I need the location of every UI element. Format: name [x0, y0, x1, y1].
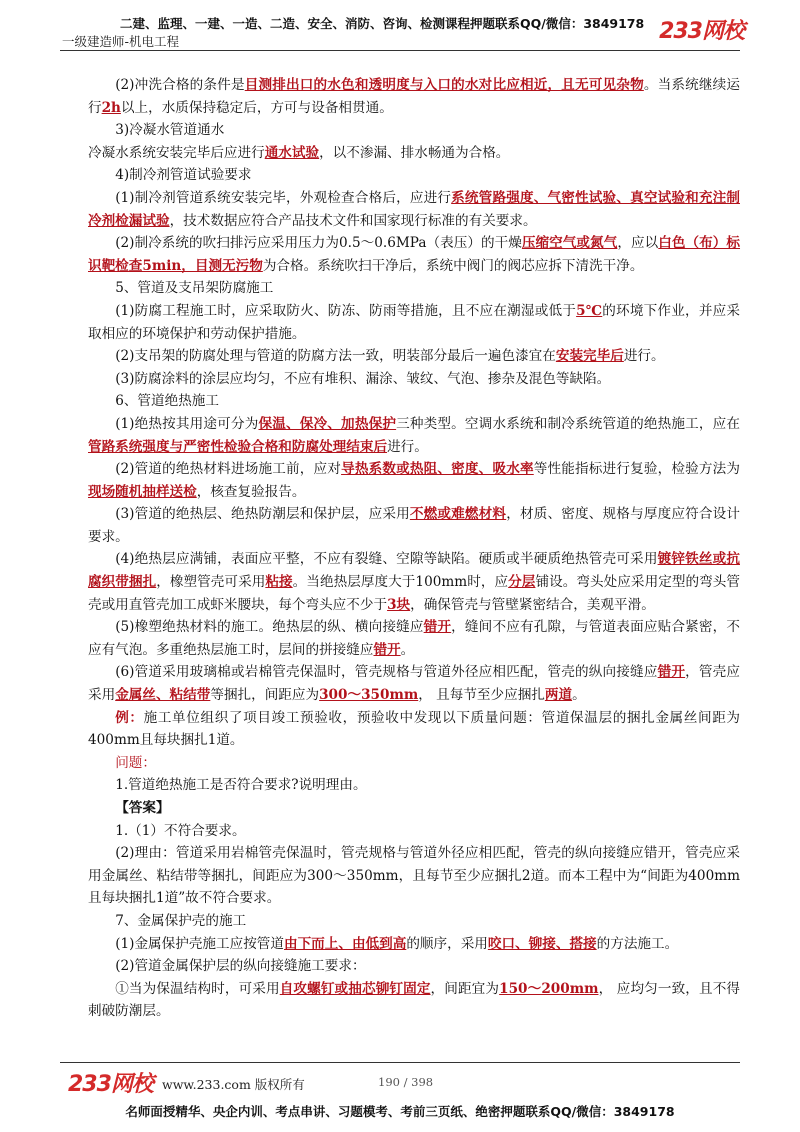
paragraph-text: 问题：: [115, 754, 156, 771]
paragraph-text: 的环境下作业，并应采取相应的环境保护和劳动保护措施。: [88, 302, 740, 342]
paragraph-text: 5、管道及支吊架防腐施工: [115, 280, 274, 297]
paragraph: [88, 752, 740, 775]
key-point-text: 错开: [657, 664, 686, 681]
paragraph-text: 铺设。弯头处应采用定型的弯头管壳或用直管壳加工成虾米腰块，每个弯头应不少于: [88, 574, 741, 613]
paragraph-text: 的方法施工。: [596, 935, 679, 952]
key-point-text: 金属丝、粘结带: [115, 687, 211, 704]
paragraph-text: 施工单位组织了项目竣工预验收，预验收中发现以下质量问题：管道保温层的捆扎金属丝间距为400mm且每块捆扎1道。: [88, 709, 741, 749]
paragraph: [88, 661, 740, 706]
paragraph-text: 例：: [115, 709, 144, 726]
key-point-text: 2h: [101, 99, 121, 116]
key-point-text: 错开: [423, 619, 452, 636]
paragraph-text: ， 应均匀一致，且不得刺破防潮层。: [88, 980, 741, 1020]
document-body: [88, 74, 740, 1023]
key-point-text: 管路系统强度与严密性检验合格和防腐处理结束后: [88, 438, 388, 455]
paragraph-text: ，核查复验报告。: [196, 483, 306, 500]
paragraph: [88, 142, 740, 165]
key-point-text: 分层: [508, 574, 536, 591]
footer-logo[interactable]: 233网校: [68, 1072, 153, 1097]
paragraph-text: ，确保管壳与管壁紧密结合，美观平滑。: [410, 596, 655, 613]
key-point-text: 保温、保冷、加热保护: [258, 415, 397, 432]
paragraph: [88, 616, 740, 661]
paragraph-text: 以上，水质保持稳定后，方可与设备相贯通。: [120, 99, 393, 116]
paragraph-text: (1)制冷剂管道系统安装完毕，外观检查合格后，应进行: [115, 189, 452, 206]
paragraph-text: 等性能指标进行复验，检验方法为: [533, 461, 741, 478]
paragraph-text: (2)管道的绝热材料进场施工前，应对: [115, 461, 342, 478]
header-divider: [60, 50, 740, 51]
page-number: 190 / 398: [378, 1075, 434, 1089]
paragraph: [88, 842, 740, 910]
paragraph-text: 。: [400, 641, 415, 658]
paragraph-text: 4)制冷剂管道试验要求: [115, 167, 252, 184]
paragraph: [88, 820, 740, 843]
paragraph: [88, 390, 740, 413]
paragraph: [88, 797, 740, 820]
key-point-text: 不燃或难燃材料: [409, 506, 507, 523]
brand-logo[interactable]: 233网校: [659, 19, 744, 44]
key-point-text: 压缩空气或氮气: [521, 235, 618, 252]
paragraph-text: 等捆扎，间距应为: [210, 687, 320, 704]
paragraph: [88, 458, 740, 503]
key-point-text: 粘接: [265, 574, 293, 591]
paragraph-text: 。当系统继续运行: [88, 77, 740, 116]
key-point-text: 3块: [387, 596, 411, 613]
paragraph-text: 的顺序，采用: [406, 935, 488, 952]
paragraph-text: 。当绝热层厚度大于100mm时，应: [292, 574, 509, 591]
paragraph-text: ①当为保温结构时，可采用: [115, 980, 280, 997]
paragraph-text: (1)绝热按其用途可分为: [115, 415, 259, 432]
paragraph: [88, 910, 740, 933]
paragraph-text: ，技术数据应符合产品技术文件和国家现行标准的有关要求。: [169, 212, 537, 229]
paragraph: [88, 232, 740, 277]
key-point-text: 自攻螺钉或抽芯铆钉固定: [279, 980, 431, 997]
paragraph-text: ， 且每节至少应捆扎: [418, 687, 545, 704]
paragraph-text: (3)管道的绝热层、绝热防潮层和保护层，应采用: [115, 506, 410, 523]
paragraph: [88, 933, 740, 956]
paragraph: [88, 164, 740, 187]
paragraph: [88, 187, 740, 232]
paragraph-text: 。: [572, 687, 586, 704]
paragraph: [88, 978, 740, 1023]
paragraph-text: (1)防腐工程施工时，应采取防火、防冻、防雨等措施，且不应在潮湿或低于: [115, 302, 577, 319]
paragraph: [88, 707, 740, 752]
paragraph-text: (6)管道采用玻璃棉或岩棉管壳保温时，管壳规格与管道外径应相匹配，管壳的纵向接缝应: [115, 664, 658, 681]
paragraph: [88, 277, 740, 300]
key-point-text: 系统管路强度、气密性试验、真空试验和充注制冷剂检漏试验: [88, 189, 740, 229]
key-point-text: 300～350mm: [319, 687, 419, 704]
key-point-text: 镀锌铁丝或抗腐织带捆扎: [88, 551, 740, 591]
paragraph-text: 冷凝水系统安装完毕后应进行: [88, 144, 265, 161]
key-point-text: 导热系数或热阻、密度、吸水率: [341, 461, 534, 478]
key-point-text: 由下而上、由低到高: [283, 935, 407, 952]
key-point-text: 150～200mm: [499, 980, 599, 997]
paragraph-text: (2)支吊架的防腐处理与管道的防腐方法一致，明装部分最后一遍色漆宜在: [115, 348, 556, 365]
paragraph-text: (2)管道金属保护层的纵向接缝施工要求：: [115, 958, 366, 975]
paragraph-text: 1.（1）不符合要求。: [115, 822, 246, 839]
paragraph: [88, 955, 740, 978]
footer-site[interactable]: www.233.com 版权所有: [162, 1077, 305, 1092]
paragraph-text: 进行。: [387, 438, 428, 455]
paragraph-text: ，应以: [617, 235, 659, 252]
paragraph: [88, 74, 740, 119]
footer-divider: [60, 1062, 740, 1063]
paragraph-text: 1.管道绝热施工是否符合要求?说明理由。: [115, 777, 367, 794]
header-subject: 一级建造师-机电工程: [62, 34, 180, 49]
paragraph: [88, 503, 740, 548]
paragraph-text: 进行。: [623, 348, 665, 365]
paragraph: [88, 548, 740, 616]
paragraph: [88, 413, 740, 458]
paragraph: [88, 119, 740, 142]
paragraph-text: ，橡塑管壳可采用: [156, 574, 266, 591]
footer-ad-line: 名师面授精华、央企内训、考点串讲、习题模考、考前三页纸、绝密押题联系QQ/微信：3849178: [125, 1104, 675, 1119]
key-point-text: 目测排出口的水色和透明度与入口的水对比应相近，且无可见杂物: [244, 77, 644, 93]
key-point-text: 两道: [544, 687, 573, 704]
key-point-text: 咬口、铆接、搭接: [487, 935, 597, 952]
paragraph-text: 3)冷凝水管道通水: [115, 122, 225, 139]
paragraph-text: (4)绝热层应满铺，表面应平整，不应有裂缝、空隙等缺陷。硬质或半硬质绝热管壳可采用: [115, 551, 658, 568]
paragraph-text: (2)制冷系统的吹扫排污应采用压力为0.5～0.6MPa（表压）的干燥: [115, 235, 522, 252]
paragraph: [88, 345, 740, 368]
paragraph-text: ，以不渗漏、排水畅通为合格。: [319, 144, 510, 161]
paragraph-text: (5)橡塑绝热材料的施工。绝热层的纵、横向接缝应: [115, 619, 424, 636]
paragraph: [88, 774, 740, 797]
key-point-text: 错开: [373, 641, 401, 658]
key-point-text: 5℃: [576, 302, 603, 319]
paragraph-text: 【答案】: [115, 800, 170, 816]
paragraph-text: (1)金属保护壳施工应按管道: [115, 935, 284, 952]
paragraph-text: ，缝间不应有孔隙，与管道表面应贴合紧密，不应有气泡。多重绝热层施工时，层间的拼接缝应: [88, 619, 740, 658]
paragraph-text: ，管壳应采用: [88, 664, 741, 704]
key-point-text: 白色（布）标识靶检查5min，目测无污物: [88, 235, 741, 274]
paragraph-text: (2)冲洗合格的条件是: [115, 77, 245, 93]
paragraph-text: (3)防腐涂料的涂层应均匀，不应有堆积、漏涂、皱纹、气泡、掺杂及混色等缺陷。: [115, 370, 611, 387]
paragraph-text: ，间距宜为: [430, 980, 500, 997]
key-point-text: 通水试验: [264, 144, 320, 161]
paragraph: [88, 300, 740, 345]
paragraph: [88, 368, 740, 391]
paragraph-text: 为合格。系统吹扫干净后，系统中阀门的阀芯应拆下清洗干净。: [262, 257, 644, 274]
paragraph-text: (2)理由：管道采用岩棉管壳保温时，管壳规格与管道外径应相匹配，管壳的纵向接缝应错开，管壳应采用金属丝、粘结带等捆扎，间距应为300～350mm，且每节至少应捆扎2道。而本工程中为“间距为400mm且每块捆扎1道”故不符合要求。: [88, 845, 740, 907]
paragraph-text: 6、管道绝热施工: [115, 393, 219, 410]
key-point-text: 现场随机抽样送检: [88, 483, 197, 500]
header-ad-line: 二建、监理、一建、一造、二造、安全、消防、咨询、检测课程押题联系QQ/微信：3849178: [120, 16, 645, 31]
paragraph-text: ，材质、密度、规格与厚度应符合设计要求。: [88, 506, 740, 545]
paragraph-text: 7、金属保护壳的施工: [115, 912, 247, 929]
key-point-text: 安装完毕后: [555, 348, 624, 365]
paragraph-text: 三种类型。空调水系统和制冷系统管道的绝热施工，应在: [396, 415, 740, 432]
